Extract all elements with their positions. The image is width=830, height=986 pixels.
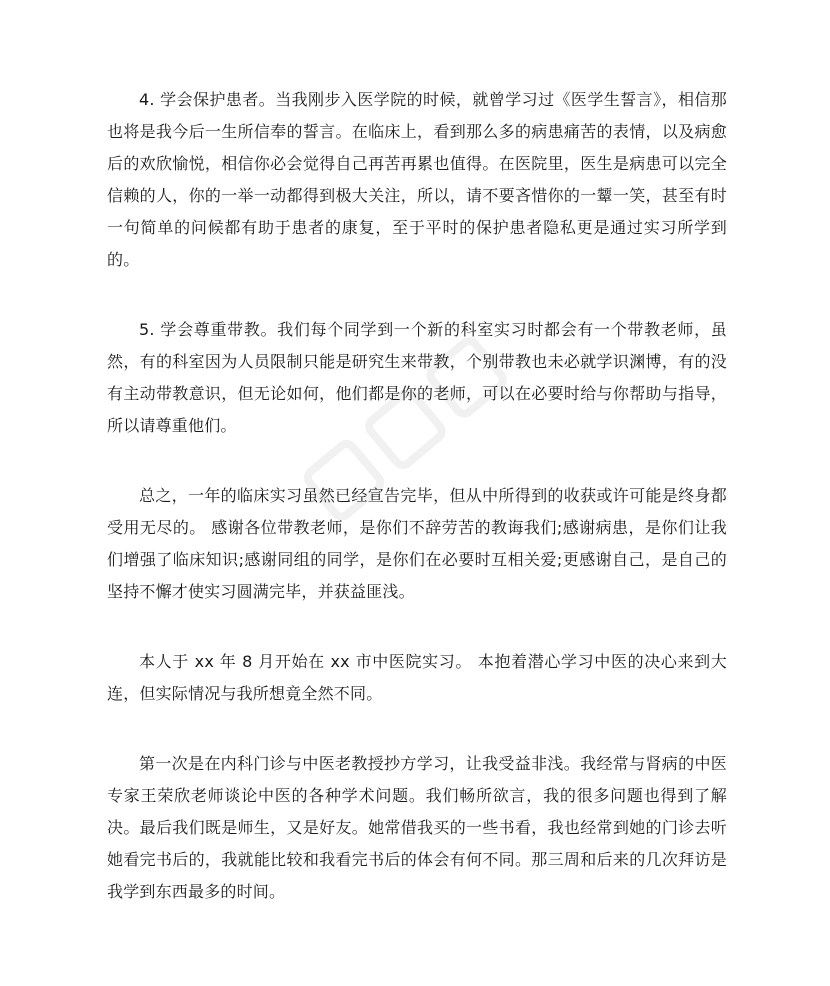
document-body <box>107 84 727 946</box>
paragraph-respect-teachers: 5. 学会尊重带教。我们每个同学到一个新的科室实习时都会有一个带教老师，虽然，有的科室因为人员限制只能是研究生来带教，个别带教也未必就学识渊博，有的没有主动带教意识，但无论如何，他们都是你的老师，可以在必要时给与你帮助与指导，所以请尊重他们。 <box>107 320 727 435</box>
paragraph-protect-patients: 4. 学会保护患者。当我刚步入医学院的时候，就曾学习过《医学生誓言》，相信那也将是我今后一生所信奉的誓言。在临床上，看到那么多的病患痛苦的表情，以及病愈后的欢欣愉悦，相信你必会觉得自己再苦再累也值得。在医院里，医生是病患可以完全信赖的人，你的一举一动都得到极大关注，所以，请不要吝惜你的一颦一笑，甚至有时一句简单的问候都有助于患者的康复，至于平时的保护患者隐私更是通过实习所学到的。 <box>107 90 727 269</box>
paragraph-first-experience: 第一次是在内科门诊与中医老教授抄方学习，让我受益非浅。我经常与肾病的中医专家王荣欣老师谈论中医的各种学术问题。我们畅所欲言，我的很多问题也得到了解决。最后我们既是师生，又是好友。她常借我买的一些书看，我也经常到她的门诊去听她看完书后的，我就能比较和我看完书后的体会有何不同。那三周和后来的几次拜访是我学到东西最多的时间。 <box>107 754 727 901</box>
paragraph-internship-start: 本人于 xx 年 8 月开始在 xx 市中医院实习。 本抱着潜心学习中医的决心来到大连，但实际情况与我所想竟全然不同。 <box>107 652 727 703</box>
paragraph-summary: 总之，一年的临床实习虽然已经宣告完毕，但从中所得到的收获或许可能是终身都受用无尽的。 感谢各位带教老师，是你们不辞劳苦的教诲我们;感谢病患，是你们让我们增强了临床知识;感谢同组的同学，是你们在必要时互相关爱;更感谢自己，是自己的坚持不懈才使实习圆满完毕，并获益匪浅。 <box>107 486 727 601</box>
